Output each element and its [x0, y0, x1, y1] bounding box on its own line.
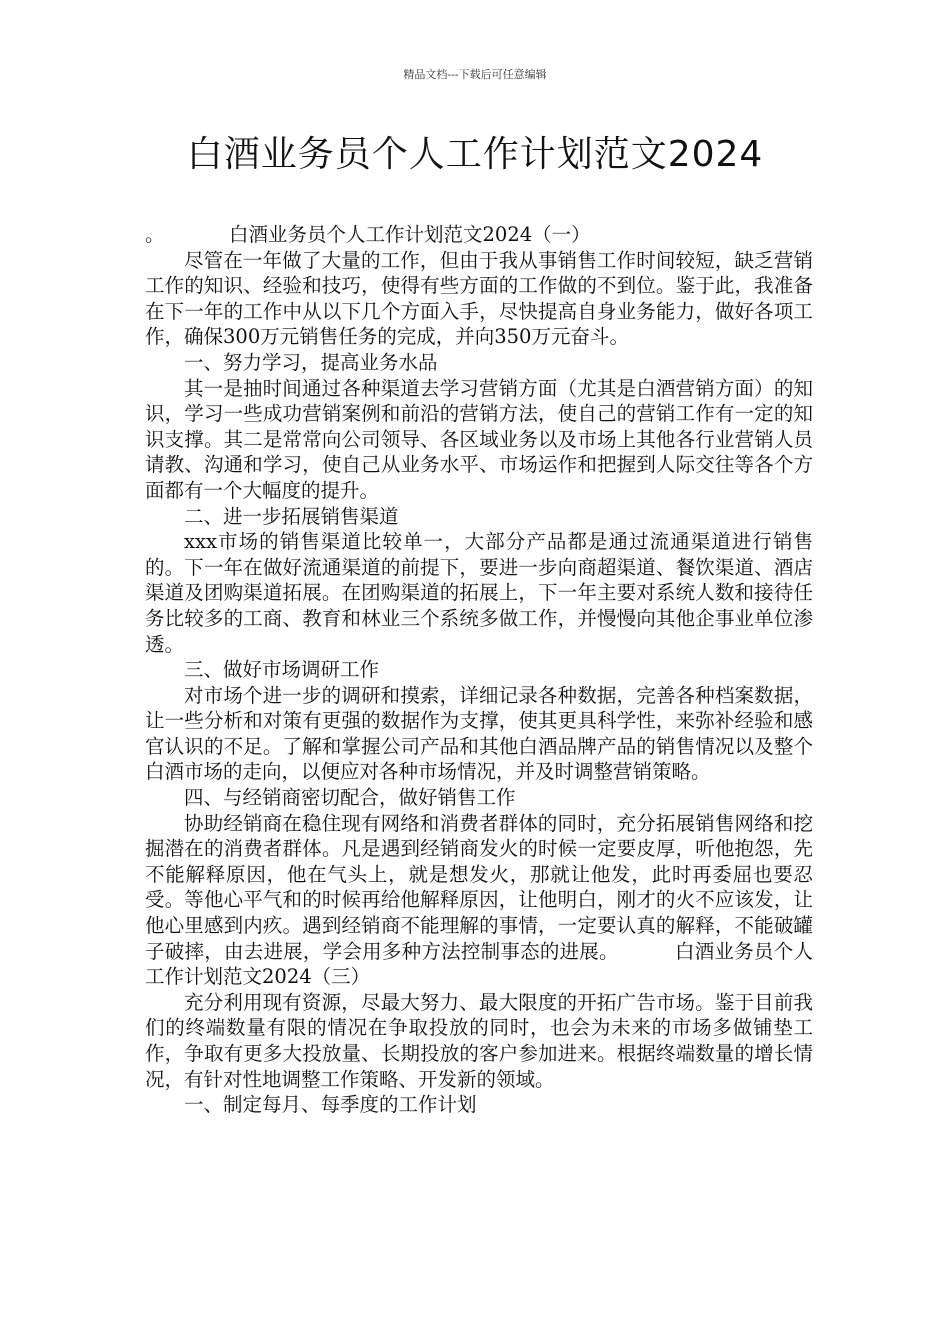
header-note: 精品文档---下载后可任意编辑 — [403, 68, 547, 81]
document-title: 白酒业务员个人工作计划范文2024 — [186, 134, 764, 175]
section-heading-three: 白酒业务员个人工作计划范文2024（三） — [145, 939, 813, 989]
paragraph-5-text: 协助经销商在稳住现有网络和消费者群体的同时，充分拓展销售网络和挖掘潜在的消费者群体。凡是遇到经销商发火的时候一定要皮厚，听他抱怨，先不能解释原因，他在气头上，就是想发火，那就让他发，此时再委屈也要忍受。等他心平气和的时候再给他解释原因，让他明白，刚才的火不应该发，让他心里感到内疚。遇到经销商不能理解的事情，一定要认真的解释，不能破罐子破摔，由去进展，学会用多种方法控制事态的进展。 — [145, 811, 813, 963]
section-heading-one-text: 白酒业务员个人工作计划范文2024（一） — [229, 223, 591, 246]
subheading-1: 一、努力学习，提高业务水品 — [184, 350, 438, 374]
lead-mark: 。 — [145, 223, 165, 246]
paragraph-3: xxx市场的销售渠道比较单一，大部分产品都是通过流通渠道进行销售的。下一年在做好流通渠道的前提下，要进一步向商超渠道、餐饮渠道、酒店渠道及团购渠道拓展。在团购渠道的拓展上，下一年主要对系统人数和接待任务比较多的工商、教育和林业三个系统多做工作，并慢慢向其他企事业单位渗透。 — [145, 530, 813, 656]
paragraph-4: 对市场个进一步的调研和摸索，详细记录各种数据，完善各种档案数据，让一些分析和对策有更强的数据作为支撑，使其更具科学性，来弥补经验和感官认识的不足。了解和掌握公司产品和其他白酒品牌产品的销售情况以及整个白酒市场的走向，以便应对各种市场情况，并及时调整营销策略。 — [145, 683, 813, 784]
document-body — [145, 222, 813, 1118]
section-heading-one — [145, 222, 813, 248]
subheading-3: 三、做好市场调研工作 — [184, 658, 380, 682]
subheading-5: 一、制定每月、每季度的工作计划 — [184, 1093, 477, 1117]
paragraph-1: 尽管在一年做了大量的工作，但由于我从事销售工作时间较短，缺乏营销工作的知识、经验和技巧，使得有些方面的工作做的不到位。鉴于此，我准备在下一年的工作中从以下几个方面入手，尽快提高自身业务能力，做好各项工作，确保300万元销售任务的完成，并向350万元奋斗。 — [145, 248, 813, 349]
paragraph-6: 充分利用现有资源，尽最大努力、最大限度的开拓广告市场。鉴于目前我们的终端数量有限的情况在争取投放的同时，也会为未来的市场多做铺垫工作，争取有更多大投放量、长期投放的客户参加进来。根据终端数量的增长情况，有针对性地调整工作策略、开发新的领域。 — [145, 990, 813, 1091]
subheading-2: 二、进一步拓展销售渠道 — [184, 504, 399, 528]
subheading-4: 四、与经销商密切配合，做好销售工作 — [184, 786, 516, 810]
paragraph-5 — [145, 811, 813, 990]
paragraph-2: 其一是抽时间通过各种渠道去学习营销方面（尤其是白酒营销方面）的知识，学习一些成功营销案例和前沿的营销方法，使自己的营销工作有一定的知识支撑。其二是常常向公司领导、各区域业务以及市场上其他各行业营销人员请教、沟通和学习，使自己从业务水平、市场运作和把握到人际交往等各个方面都有一个大幅度的提升。 — [145, 376, 813, 502]
